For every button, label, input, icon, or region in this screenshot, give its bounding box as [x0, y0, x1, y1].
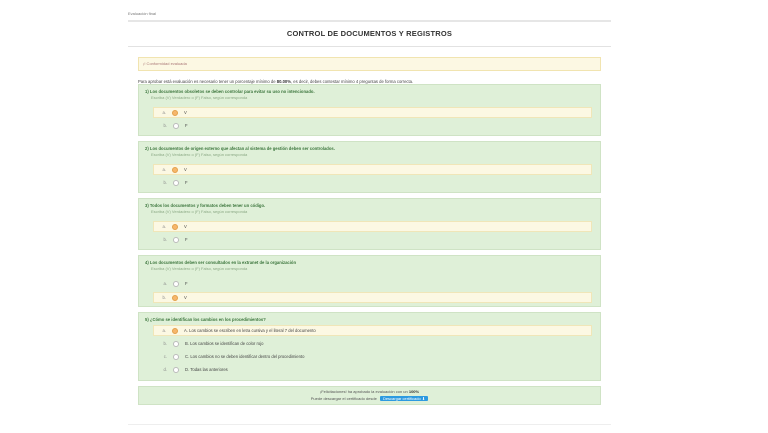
option-text: V: [184, 224, 187, 229]
result-banner: [138, 386, 601, 405]
question-hint: Escriba (V) Verdadero o (F) Falso, según corresponda: [151, 266, 248, 271]
option-text: C. Los cambios no se deben identificar dentro del procedimiento: [185, 354, 305, 359]
option-a[interactable]: [155, 279, 592, 288]
question-1: [138, 84, 601, 136]
radio-selected[interactable]: [172, 110, 178, 116]
radio[interactable]: [173, 180, 179, 186]
option-letter: b.: [163, 341, 167, 346]
question-2: [138, 141, 601, 193]
question-title: 3) Todos los documentos y formatos deben tener un código.: [145, 203, 266, 208]
option-b[interactable]: [155, 339, 592, 348]
download-text: Puede descargar el certificado desde: [310, 396, 377, 401]
result-line-1: [139, 389, 600, 394]
option-text: V: [184, 110, 187, 115]
option-text: V: [184, 167, 187, 172]
option-letter: a.: [162, 110, 166, 115]
divider: [128, 46, 611, 47]
radio-selected[interactable]: [172, 167, 178, 173]
option-a[interactable]: [153, 164, 592, 175]
download-label: Descargar certificado: [382, 396, 421, 401]
option-a[interactable]: [153, 221, 592, 232]
option-letter: b.: [162, 295, 166, 300]
radio[interactable]: [173, 367, 179, 373]
result-score: 100%: [408, 389, 420, 394]
question-hint: Escriba (V) Verdadero o (F) Falso, según corresponda: [151, 95, 248, 100]
option-b[interactable]: [155, 121, 592, 130]
radio[interactable]: [173, 123, 179, 129]
option-text: A. Los cambios se escriben en letra cursiva y el literal 7 del documento: [184, 328, 316, 333]
option-text: F: [185, 237, 188, 242]
option-a[interactable]: [153, 107, 592, 118]
download-certificate-button[interactable]: [380, 396, 428, 401]
option-c[interactable]: [155, 352, 592, 361]
option-letter: a.: [163, 281, 167, 286]
breadcrumb: Evaluación final: [128, 11, 157, 16]
question-title: 5) ¿Cómo se identifican los cambios en los procedimientos?: [145, 317, 266, 322]
radio-selected[interactable]: [172, 224, 178, 230]
option-text: D. Todas las anteriores: [185, 367, 228, 372]
option-d[interactable]: [155, 365, 592, 374]
question-title: 1) Los documentos obsoletos se deben controlar para evitar su uso no intencionado.: [145, 89, 315, 94]
radio[interactable]: [173, 341, 179, 347]
option-letter: b.: [163, 123, 167, 128]
option-letter: c.: [163, 354, 167, 359]
option-text: B. Los cambios se identifican de color rojo: [185, 341, 264, 346]
option-letter: d.: [163, 367, 167, 372]
result-message: ¡Felicitaciones! ha aprobado la evaluación con un: [319, 389, 409, 394]
option-letter: b.: [163, 180, 167, 185]
intro-percent: 80.00%: [276, 79, 291, 84]
option-letter: a.: [162, 167, 166, 172]
notice-banner: ¡! Conformidad evaluada: [138, 57, 601, 71]
question-title: 4) Los documentos deben ser consultados en la extranet de la organización: [145, 260, 297, 265]
evaluation-panel: [128, 20, 611, 425]
question-hint: Escriba (V) Verdadero o (F) Falso, según corresponda: [151, 209, 248, 214]
option-a[interactable]: [153, 325, 592, 336]
question-5: [138, 312, 601, 381]
download-icon: ⬇: [421, 396, 426, 401]
question-3: [138, 198, 601, 250]
option-b[interactable]: [155, 178, 592, 187]
option-text: V: [184, 295, 187, 300]
intro-pre: Para aprobar está evaluación es necesario tener un porcentaje mínimo de: [138, 79, 277, 84]
question-4: [138, 255, 601, 307]
radio[interactable]: [173, 237, 179, 243]
option-letter: a.: [162, 328, 166, 333]
intro-post: , es decir, debes contestar mínimo 4 preguntas de forma correcta.: [290, 79, 414, 84]
question-title: 2) Los documentos de origen externo que afectan al sistema de gestión deben ser controlados.: [145, 146, 335, 151]
radio[interactable]: [173, 354, 179, 360]
page-title: CONTROL DE DOCUMENTOS Y REGISTROS: [286, 29, 453, 38]
option-b[interactable]: [155, 235, 592, 244]
option-text: F: [185, 281, 188, 286]
radio[interactable]: [173, 281, 179, 287]
radio-selected[interactable]: [172, 328, 178, 334]
radio-selected[interactable]: [172, 295, 178, 301]
option-text: F: [185, 123, 188, 128]
option-letter: b.: [163, 237, 167, 242]
option-letter: a.: [162, 224, 166, 229]
option-text: F: [185, 180, 188, 185]
question-hint: Escriba (V) Verdadero o (F) Falso, según corresponda: [151, 152, 248, 157]
option-b[interactable]: [153, 292, 592, 303]
result-line-2: [139, 396, 600, 401]
